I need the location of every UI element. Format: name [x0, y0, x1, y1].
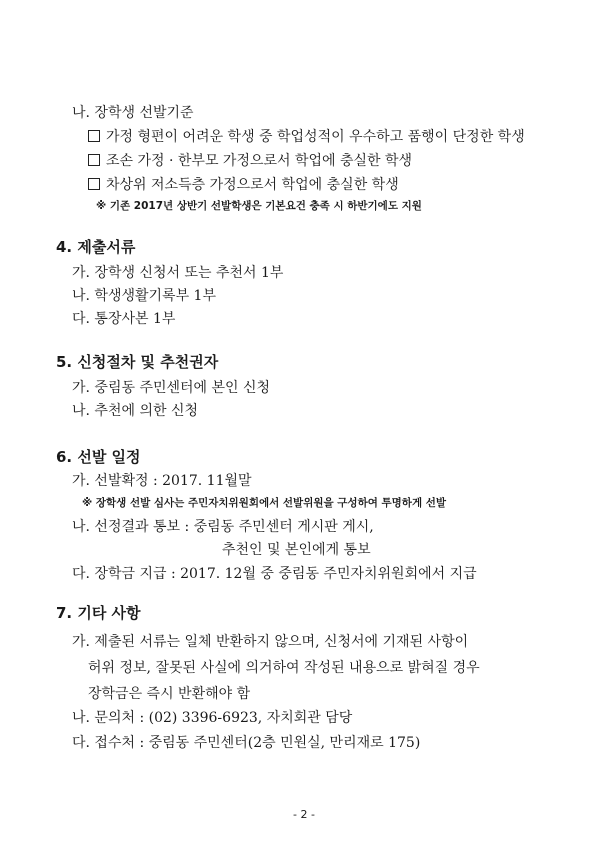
page-number: - 2 - [293, 808, 315, 821]
docs-line-1: 가. 장학생 신청서 또는 추천서 1부 [72, 265, 284, 281]
schedule-note: ※ 장학생 선발 심사는 주민자치위원회에서 선발위원을 구성하여 투명하게 선발 [82, 497, 447, 509]
docs-line-3: 다. 통장사본 1부 [72, 311, 176, 327]
docs-line-2: 나. 학생생활기록부 1부 [72, 288, 216, 304]
procedure-line-1: 가. 중림동 주민센터에 본인 신청 [72, 380, 271, 396]
checkbox-icon [88, 178, 100, 190]
etc-line-a3: 장학금은 즉시 반환해야 함 [88, 686, 251, 702]
etc-line-a1: 가. 제출된 서류는 일체 반환하지 않으며, 신청서에 기재된 사항이 [72, 634, 469, 650]
schedule-line-2b: 추천인 및 본인에게 통보 [222, 542, 371, 558]
etc-line-a2: 허위 정보, 잘못된 사실에 의거하여 작성된 내용으로 밝혀질 경우 [88, 660, 480, 676]
criteria-item-1 [88, 128, 525, 146]
etc-line-b: 나. 문의처 : (02) 3396-6923, 자치회관 담당 [72, 710, 353, 726]
section-6-title: 6. 선발 일정 [56, 448, 141, 466]
criteria-item-2 [88, 152, 412, 170]
section-7-title: 7. 기타 사항 [56, 604, 141, 622]
schedule-line-2: 나. 선정결과 통보 : 중림동 주민센터 게시판 게시, [72, 519, 374, 535]
criteria-text: 조손 가정 · 한부모 가정으로서 학업에 충실한 학생 [106, 153, 413, 169]
procedure-line-2: 나. 추천에 의한 신청 [72, 403, 198, 419]
section-5-title: 5. 신청절차 및 추천권자 [56, 353, 219, 371]
etc-line-c: 다. 접수처 : 중림동 주민센터(2층 민원실, 만리재로 175) [72, 735, 421, 751]
checkbox-icon [88, 130, 100, 142]
criteria-text: 차상위 저소득층 가정으로서 학업에 충실한 학생 [106, 177, 399, 193]
section-3-sub: 나. 장학생 선발기준 [72, 105, 194, 121]
section-4-title: 4. 제출서류 [56, 238, 136, 256]
criteria-note: ※ 기존 2017년 상반기 선발학생은 기본요건 충족 시 하반기에도 지원 [96, 200, 422, 212]
criteria-text: 가정 형편이 어려운 학생 중 학업성적이 우수하고 품행이 단정한 학생 [106, 129, 525, 145]
schedule-line-3: 다. 장학금 지급 : 2017. 12월 중 중림동 주민자치위원회에서 지급 [72, 566, 477, 582]
criteria-item-3 [88, 176, 399, 194]
schedule-line-1: 가. 선발확정 : 2017. 11월말 [72, 473, 252, 489]
checkbox-icon [88, 154, 100, 166]
